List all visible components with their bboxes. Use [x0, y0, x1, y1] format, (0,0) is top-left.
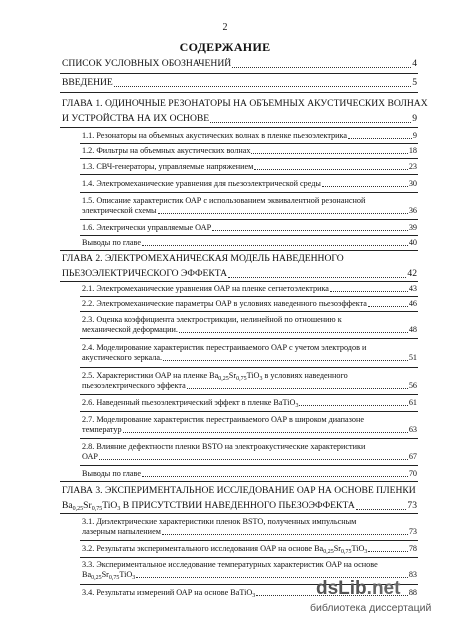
leader-dots	[163, 360, 408, 361]
toc-entry-2-1[interactable]: 2.1. Электромеханические уравнения ОАР на пленке сегнетоэлектрика 43	[82, 284, 417, 293]
toc-entry-1-1[interactable]: 1.1. Резонаторы на объемных акустических волнах в пленке пьезоэлектрика 9	[82, 131, 417, 140]
divider	[80, 338, 418, 339]
toc-entry-2-5[interactable]: 2.5. Характеристики ОАР на пленке $Ba_{0,25}Sr_{0,75}TiO_3$ в условиях наведенного пьезоэлектрического эффекта 56	[82, 371, 417, 390]
leader-dots	[251, 153, 407, 154]
divider	[80, 219, 418, 220]
toc-entry-symbols[interactable]: СПИСОК УСЛОВНЫХ ОБОЗНАЧЕНИЙ 4	[62, 58, 417, 69]
divider	[80, 465, 418, 466]
divider	[60, 250, 418, 251]
leader-dots	[114, 86, 411, 87]
divider	[80, 367, 418, 368]
toc-entry-2-4[interactable]: 2.4. Моделирование характеристик перестраиваемого ОАР с учетом электродов и акустического зеркала. 51	[82, 343, 417, 362]
toc-entry-2-7[interactable]: 2.7. Моделирование характеристик перестраиваемого ОАР в широком диапазоне температур 63	[82, 415, 417, 434]
dslib-logo[interactable]	[308, 578, 448, 618]
toc-entry-1-2[interactable]: 1.2. Фильтры на объемных акустических волнах 18	[82, 146, 417, 155]
divider	[60, 73, 418, 74]
logo-tagline: библиотека диссертаций	[310, 602, 432, 614]
divider	[80, 311, 418, 312]
leader-dots	[348, 138, 412, 139]
page-number: 2	[222, 22, 228, 33]
logo-wordmark: dsLib.net	[316, 578, 401, 599]
toc-entry-3-3[interactable]: 3.3. Экспериментальное исследование температурных характеристик ОАР на основе $Ba_{0,25}Sr_{0,75}TiO_3$ 83	[82, 560, 417, 581]
divider	[80, 557, 418, 558]
leader-dots	[142, 245, 408, 246]
divider	[60, 481, 418, 482]
leader-dots	[330, 291, 408, 292]
leader-dots	[356, 509, 407, 510]
toc-entry-3-2[interactable]: 3.2. Результаты экспериментального исследования ОАР на основе $Ba_{0,25}Sr_{0,75}TiO_3$ 78	[82, 544, 417, 555]
leader-dots	[158, 213, 408, 214]
leader-dots	[232, 67, 411, 68]
leader-dots	[99, 459, 408, 460]
toc-entry-2-2[interactable]: 2.2. Электромеханические параметры ОАР в условиях наведенного пьезоэффекта 46	[82, 299, 417, 308]
toc-entry-1-4[interactable]: 1.4. Электромеханические уравнения для пьезоэлектрической среды 30	[82, 179, 417, 188]
divider	[80, 143, 418, 144]
divider	[80, 174, 418, 175]
leader-dots	[212, 230, 408, 231]
toc-entry-1-3[interactable]: 1.3. СВЧ-генераторы, управляемые напряжением 23	[82, 162, 417, 171]
leader-dots	[254, 169, 408, 170]
toc-entry-2-8[interactable]: 2.8. Влияние дефектности пленки BSTO на электроакустические характеристики ОАР 67	[82, 442, 417, 461]
leader-dots	[123, 432, 408, 433]
toc-entry-3-1[interactable]: 3.1. Диэлектрические характеристики пленок BSTO, полученных импульсным лазерным напылением 73	[82, 517, 417, 536]
divider	[60, 92, 418, 93]
toc-entry-ch1-conclusions[interactable]: Выводы по главе 40	[82, 238, 417, 247]
divider	[80, 411, 418, 412]
divider	[60, 513, 418, 514]
toc-entry-2-6[interactable]: 2.6. Наведенный пьезоэлектрический эффект в пленке BaTiO$_3$ 61	[82, 398, 417, 409]
toc-chapter-1[interactable]: ГЛАВА 1. ОДИНОЧНЫЕ РЕЗОНАТОРЫ НА ОБЪЕМНЫХ АКУСТИЧЕСКИХ ВОЛНАХ И УСТРОЙСТВА НА ИХ ОСНОВЕ 9	[62, 98, 428, 124]
leader-dots	[228, 277, 406, 278]
leader-dots	[322, 186, 408, 187]
page-title: СОДЕРЖАНИЕ	[179, 40, 271, 54]
divider	[80, 158, 418, 159]
toc-entry-ch2-conclusions[interactable]: Выводы по главе 70	[82, 469, 417, 478]
divider	[60, 127, 418, 128]
divider	[60, 281, 418, 282]
toc-entry-1-6[interactable]: 1.6. Электрически управляемые ОАР 39	[82, 223, 417, 232]
toc-chapter-3[interactable]: ГЛАВА 3. ЭКСПЕРИМЕНТАЛЬНОЕ ИССЛЕДОВАНИЕ ОАР НА ОСНОВЕ ПЛЕНКИ $Ba_{0,25}Sr_{0,75}TiO_3$ В ПРИСУТСТВИИ НАВЕДЕННОГО ПЬЕЗОЭФФЕКТА 73	[62, 485, 417, 512]
leader-dots	[187, 388, 408, 389]
divider	[80, 540, 418, 541]
divider	[80, 192, 418, 193]
toc-entry-2-3[interactable]: 2.3. Оценка коэффициента электрострикции, нелинейной по отношению к механической деформации. 48	[82, 315, 417, 334]
leader-dots	[299, 405, 407, 406]
toc-entry-intro[interactable]: ВВЕДЕНИЕ 5	[62, 77, 417, 88]
divider	[80, 394, 418, 395]
divider	[80, 296, 418, 297]
leader-dots	[368, 551, 407, 552]
divider	[80, 438, 418, 439]
leader-dots	[210, 122, 411, 123]
toc-entry-1-5[interactable]: 1.5. Описание характеристик ОАР с использованием эквивалентной резонансной электрической схемы 36	[82, 196, 417, 215]
divider	[80, 235, 418, 236]
toc-entry-3-4[interactable]: 3.4. Результаты измерений ОАР на основе BaTiO$_3$ 88	[82, 588, 417, 599]
toc-chapter-2[interactable]: ГЛАВА 2. ЭЛЕКТРОМЕХАНИЧЕСКАЯ МОДЕЛЬ НАВЕДЕННОГО ПЬЕЗОЭЛЕКТРИЧЕСКОГО ЭФФЕКТА 42	[62, 253, 417, 279]
leader-dots	[162, 534, 408, 535]
leader-dots	[142, 476, 408, 477]
leader-dots	[179, 332, 408, 333]
leader-dots	[368, 306, 408, 307]
